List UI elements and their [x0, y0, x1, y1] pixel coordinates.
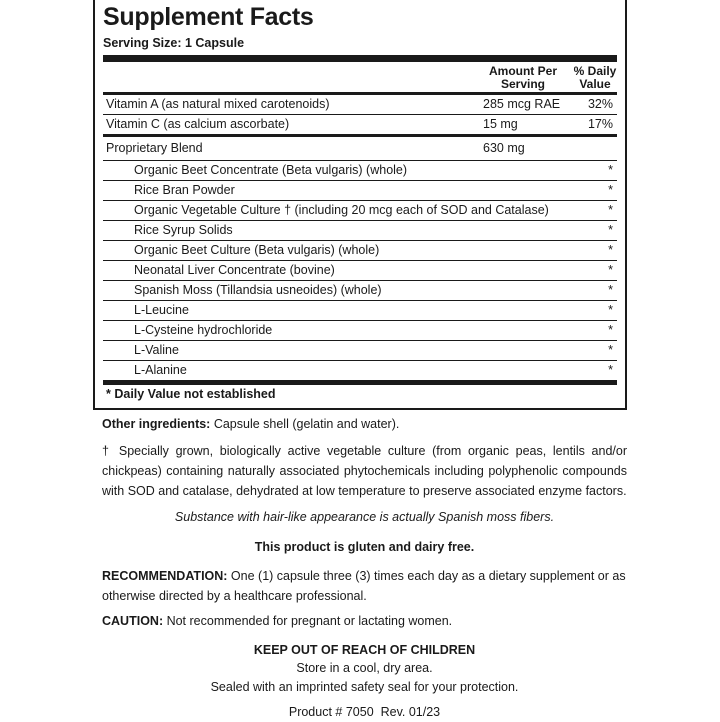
blend-item-dv: * — [608, 223, 613, 237]
caution — [102, 611, 627, 631]
caution-text: Not recommended for pregnant or lactating women. — [163, 614, 453, 628]
blend-item-dv: * — [608, 263, 613, 277]
dv-header: % Daily Value — [573, 64, 617, 91]
blend-item-dv: * — [608, 163, 613, 177]
divider-thick — [103, 55, 617, 62]
blend-item-dv: * — [608, 323, 613, 337]
blend-item-dv: * — [608, 243, 613, 257]
storage-note: Store in a cool, dry area. — [296, 661, 433, 675]
nutrient-dv: 17% — [587, 117, 613, 131]
supplement-facts-panel — [93, 0, 627, 410]
blend-item-name: Organic Beet Concentrate (Beta vulgaris) (whole) — [134, 163, 408, 177]
blend-item-row — [103, 361, 617, 380]
blend-item-row — [103, 261, 617, 281]
blend-item-name: Spanish Moss (Tillandsia usneoides) (whole) — [134, 283, 382, 297]
blend-item-dv: * — [608, 303, 613, 317]
blend-item-dv: * — [608, 363, 613, 377]
blend-item-row — [103, 221, 617, 241]
other-ingredients — [102, 414, 627, 434]
blend-item-name: Organic Beet Culture (Beta vulgaris) (whole) — [134, 243, 380, 257]
recommendation — [102, 566, 627, 606]
dagger-note: † Specially grown, biologically active vegetable culture (from organic peas, lentils and/or chickpeas) containing naturally associated phytochemicals including polyphenolic compounds with SOD and catalase, dehydrated at low temperature to preserve associated enzyme factors. — [102, 444, 627, 498]
blend-item-row — [103, 341, 617, 361]
nutrient-amount: 15 mg — [483, 117, 518, 131]
blend-item-name: L-Cysteine hydrochloride — [134, 323, 273, 337]
blend-item-name: L-Valine — [134, 343, 179, 357]
nutrient-row — [103, 115, 617, 134]
other-ingredients-text: Capsule shell (gelatin and water). — [210, 417, 400, 431]
blend-item-name: Neonatal Liver Concentrate (bovine) — [134, 263, 335, 277]
blend-item-row — [103, 201, 617, 221]
blend-item-row — [103, 301, 617, 321]
blend-amount: 630 mg — [483, 141, 525, 155]
serving-size: Serving Size: 1 Capsule — [103, 36, 245, 50]
blend-item-dv: * — [608, 203, 613, 217]
recommendation-text: One (1) capsule three (3) times each day as a dietary supplement or as otherwise directed by a healthcare professional. — [102, 569, 626, 603]
nutrient-row — [103, 95, 617, 115]
blend-item-name: L-Alanine — [134, 363, 187, 377]
blend-item-row — [103, 181, 617, 201]
nutrient-name: Vitamin A (as natural mixed carotenoids) — [106, 97, 330, 111]
blend-item-name: Rice Bran Powder — [134, 183, 235, 197]
other-ingredients-label: Other ingredients: — [102, 417, 211, 431]
blend-item-row — [103, 161, 617, 181]
blend-item-name: L-Leucine — [134, 303, 189, 317]
dv-footnote: * Daily Value not established — [106, 387, 276, 401]
blend-item-row — [103, 281, 617, 301]
caution-label: CAUTION: — [102, 614, 164, 628]
nutrient-dv: 32% — [587, 97, 613, 111]
blend-row — [103, 137, 617, 161]
moss-note: Substance with hair-like appearance is actually Spanish moss fibers. — [174, 510, 555, 524]
column-header — [103, 62, 617, 92]
blend-item-name: Organic Vegetable Culture † (including 20 mcg each of SOD and Catalase) — [134, 203, 549, 217]
blend-name: Proprietary Blend — [106, 141, 203, 155]
nutrient-name: Vitamin C (as calcium ascorbate) — [106, 117, 290, 131]
product-number: Product # 7050 Rev. 01/23 — [288, 705, 441, 719]
blend-items-list — [103, 161, 617, 380]
seal-note: Sealed with an imprinted safety seal for your protection. — [210, 680, 519, 694]
blend-item-row — [103, 321, 617, 341]
keep-out-warning: KEEP OUT OF REACH OF CHILDREN — [253, 643, 476, 657]
panel-title: Supplement Facts — [103, 3, 314, 31]
blend-item-row — [103, 241, 617, 261]
nutrient-amount: 285 mcg RAE — [483, 97, 561, 111]
recommendation-label: RECOMMENDATION: — [102, 569, 228, 583]
blend-item-name: Rice Syrup Solids — [134, 223, 233, 237]
blend-item-dv: * — [608, 343, 613, 357]
blend-item-dv: * — [608, 183, 613, 197]
amount-header: Amount Per Serving — [488, 64, 557, 91]
blend-item-dv: * — [608, 283, 613, 297]
gluten-free-note: This product is gluten and dairy free. — [254, 540, 475, 554]
